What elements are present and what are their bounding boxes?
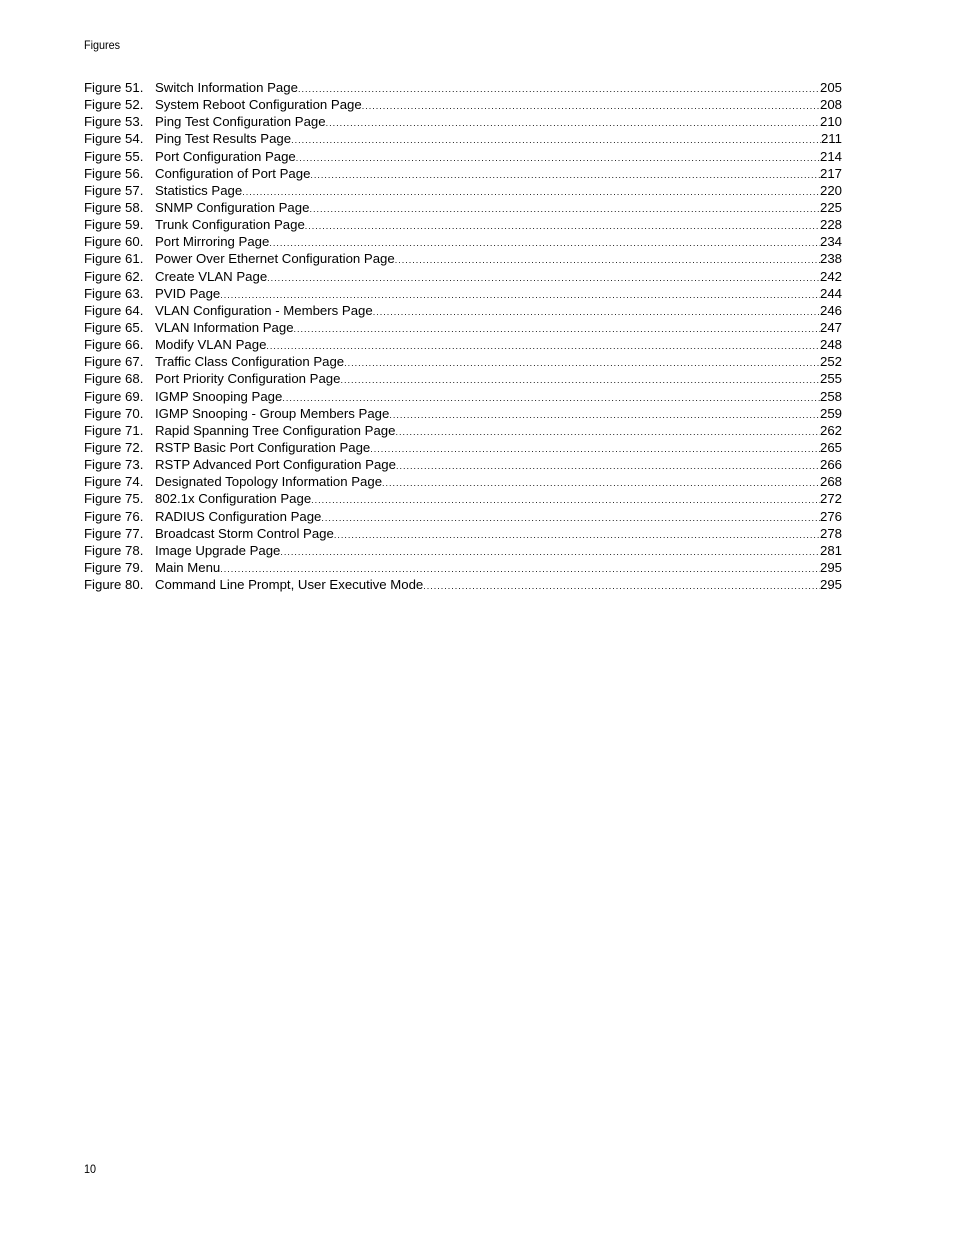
figure-page-number: 295 [819,577,842,593]
figure-title: SNMP Configuration Page [155,199,310,215]
figure-page-number: 252 [819,354,842,370]
figure-title: Image Upgrade Page [155,542,281,558]
figure-title: Main Menu [155,559,221,575]
figure-page-number: 247 [819,319,842,335]
dot-leader [267,270,820,285]
figure-title: Command Line Prompt, User Executive Mode [155,577,424,593]
figure-page-number: 248 [819,337,842,353]
figure-title: Ping Test Configuration Page [155,114,326,130]
dot-leader [294,321,820,336]
figure-number: Figure 80. [84,577,144,593]
toc-entry[interactable] [84,353,842,370]
toc-entry[interactable] [84,182,842,199]
dot-leader [395,424,820,439]
figure-title: Ping Test Results Page [155,131,292,147]
figure-page-number: 272 [819,491,842,507]
figure-title: IGMP Snooping Page [155,388,283,404]
dot-leader [389,407,820,422]
dot-leader [370,441,820,456]
figure-number: Figure 73. [84,457,144,473]
figure-page-number: 244 [819,285,842,301]
toc-entry[interactable] [84,542,842,559]
figure-title: Broadcast Storm Control Page [155,525,334,541]
figure-number: Figure 71. [84,422,144,438]
figure-number: Figure 78. [84,542,144,558]
figure-page-number: 214 [819,148,842,164]
figure-title: Modify VLAN Page [155,337,267,353]
figure-number: Figure 60. [84,234,144,250]
figure-page-number: 211 [820,131,842,147]
toc-entry[interactable] [84,473,842,490]
dot-leader [220,561,820,576]
toc-entry[interactable] [84,525,842,542]
dot-leader [311,492,820,507]
toc-entry[interactable] [84,439,842,456]
figure-number: Figure 62. [84,268,144,284]
figure-page-number: 295 [819,559,842,575]
toc-entry[interactable] [84,405,842,422]
dot-leader [334,527,820,542]
figure-number: Figure 76. [84,508,144,524]
dot-leader [280,544,820,559]
figure-number: Figure 65. [84,319,144,335]
figure-page-number: 228 [819,217,842,233]
figure-title: Create VLAN Page [155,268,268,284]
figure-title: RSTP Basic Port Configuration Page [155,439,371,455]
figure-page-number: 225 [819,199,842,215]
figure-number: Figure 63. [84,285,144,301]
toc-entry[interactable] [84,319,842,336]
figure-title: Rapid Spanning Tree Configuration Page [155,422,396,438]
figure-number: Figure 77. [84,525,144,541]
toc-entry[interactable] [84,508,842,525]
figure-title: RSTP Advanced Port Configuration Page [155,457,396,473]
toc-entry[interactable] [84,268,842,285]
dot-leader [310,167,820,182]
toc-entry[interactable] [84,216,842,233]
toc-entry[interactable] [84,199,842,216]
dot-leader [220,287,820,302]
figure-number: Figure 64. [84,302,144,318]
figure-number: Figure 69. [84,388,144,404]
figure-title: Switch Information Page [155,80,298,95]
figure-page-number: 246 [819,302,842,318]
figure-number: Figure 66. [84,337,144,353]
figure-page-number: 210 [819,114,842,130]
dot-leader [309,201,820,216]
figure-number: Figure 58. [84,199,144,215]
toc-entry[interactable] [84,285,842,302]
figure-page-number: 205 [819,80,842,95]
figure-page-number: 281 [819,542,842,558]
dot-leader [344,355,820,370]
figure-page-number: 259 [819,405,842,421]
dot-leader [395,252,820,267]
figure-number: Figure 57. [84,182,144,198]
toc-entry[interactable] [84,148,842,165]
toc-entry[interactable] [84,422,842,439]
toc-entry[interactable] [84,336,842,353]
figure-number: Figure 70. [84,405,144,421]
dot-leader [382,475,820,490]
figure-page-number: 265 [819,439,842,455]
toc-entry[interactable] [84,113,842,130]
dot-leader [242,184,820,199]
dot-leader [362,98,820,113]
figure-number: Figure 74. [84,474,144,490]
figure-title: Statistics Page [155,182,243,198]
figure-page-number: 268 [819,474,842,490]
dot-leader [282,390,820,405]
figure-number: Figure 59. [84,217,144,233]
figure-page-number: 258 [819,388,842,404]
figure-number: Figure 61. [84,251,144,267]
figure-page-number: 276 [819,508,842,524]
figure-number: Figure 72. [84,439,144,455]
dot-leader [340,372,820,387]
figure-number: Figure 52. [84,97,144,113]
toc-entry[interactable] [84,490,842,507]
dot-leader [296,150,820,165]
figure-title: System Reboot Configuration Page [155,97,362,113]
toc-entry[interactable] [84,233,842,250]
figure-number: Figure 53. [84,114,144,130]
figure-page-number: 278 [819,525,842,541]
page-number: 10 [84,1162,97,1176]
dot-leader [305,218,820,233]
figure-number: Figure 54. [84,131,144,147]
figure-title: Port Mirroring Page [155,234,270,250]
figure-number: Figure 51. [84,80,144,95]
toc-entry[interactable] [84,388,842,405]
figure-title: VLAN Configuration - Members Page [155,302,373,318]
dot-leader [321,510,820,525]
figure-number: Figure 67. [84,354,144,370]
figure-title: VLAN Information Page [155,319,294,335]
figure-number: Figure 79. [84,559,144,575]
list-of-figures [84,79,842,593]
dot-leader [373,304,820,319]
dot-leader [266,338,820,353]
figure-page-number: 208 [819,97,842,113]
figure-number: Figure 68. [84,371,144,387]
dot-leader [291,132,821,147]
figure-number: Figure 55. [84,148,144,164]
running-header: Figures [84,38,121,52]
figure-title: Port Priority Configuration Page [155,371,341,387]
figure-title: Traffic Class Configuration Page [155,354,345,370]
figure-title: Power Over Ethernet Configuration Page [155,251,395,267]
figure-title: 802.1x Configuration Page [155,491,312,507]
toc-entry[interactable] [84,165,842,182]
figure-page-number: 220 [819,182,842,198]
toc-entry[interactable] [84,79,842,96]
dot-leader [298,81,820,96]
figure-title: Port Configuration Page [155,148,296,164]
toc-entry[interactable] [84,370,842,387]
figure-title: Trunk Configuration Page [155,217,305,233]
figure-title: RADIUS Configuration Page [155,508,322,524]
toc-entry[interactable] [84,559,842,576]
dot-leader [423,578,820,593]
toc-entry[interactable] [84,456,842,473]
toc-entry[interactable] [84,250,842,267]
figure-page-number: 255 [819,371,842,387]
figure-title: Designated Topology Information Page [155,474,383,490]
figure-page-number: 238 [819,251,842,267]
figure-page-number: 217 [819,165,842,181]
figure-title: IGMP Snooping - Group Members Page [155,405,390,421]
dot-leader [269,235,820,250]
dot-leader [326,115,820,130]
toc-entry[interactable] [84,130,842,147]
toc-entry[interactable] [84,302,842,319]
toc-entry[interactable] [84,96,842,113]
figure-page-number: 234 [819,234,842,250]
figure-number: Figure 56. [84,165,144,181]
toc-entry[interactable] [84,576,842,593]
figure-title: Configuration of Port Page [155,165,311,181]
dot-leader [396,458,820,473]
figure-page-number: 266 [819,457,842,473]
figure-page-number: 242 [819,268,842,284]
figure-number: Figure 75. [84,491,144,507]
figure-title: PVID Page [155,285,221,301]
figure-page-number: 262 [819,422,842,438]
